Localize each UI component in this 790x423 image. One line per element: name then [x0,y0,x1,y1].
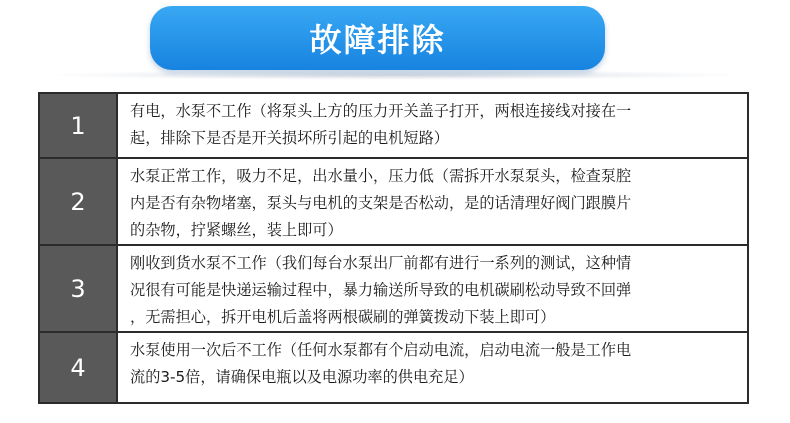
description-line: 刚收到货水泵不工作（我们每台水泵出厂前都有进行一系列的测试，这种情 [130,254,632,272]
row-description [118,246,747,331]
row-description [118,333,747,402]
row-description [118,94,747,157]
header [0,0,790,80]
troubleshooting-table [38,92,749,404]
row-number: 4 [40,333,118,402]
description-line: 水泵使用一次后不工作（任何水泵都有个启动电流，启动电流一般是工作电 [130,341,632,359]
row-number: 2 [40,159,118,244]
table-row [40,94,747,157]
title-shadow [40,70,750,80]
table-row [40,157,747,244]
row-number: 1 [40,94,118,157]
row-description [118,159,747,244]
description-line: 况很有可能是快递运输过程中，暴力输送所导致的电机碳刷松动导致不回弹 [130,281,632,299]
description-line: 水泵正常工作，吸力不足，出水量小，压力低（需拆开水泵泵头，检查泵腔 [130,167,632,185]
description-line: 内是否有杂物堵塞，泵头与电机的支架是否松动，是的话清理好阀门跟膜片 [130,194,632,212]
table-row [40,331,747,402]
description-line: ，无需担心，拆开电机后盖将两根碳刷的弹簧拨动下装上即可） [130,308,556,326]
page-title: 故障排除 [150,6,605,70]
description-line: 流的3-5倍，请确保电瓶以及电源功率的供电充足） [130,368,474,386]
table-row [40,244,747,331]
description-line: 起，排除下是否是开关损坏所引起的电机短路） [130,129,449,147]
description-line: 的杂物，拧紧螺丝，装上即可） [130,221,343,239]
row-number: 3 [40,246,118,331]
description-line: 有电，水泵不工作（将泵头上方的压力开关盖子打开，两根连接线对接在一 [130,102,632,120]
